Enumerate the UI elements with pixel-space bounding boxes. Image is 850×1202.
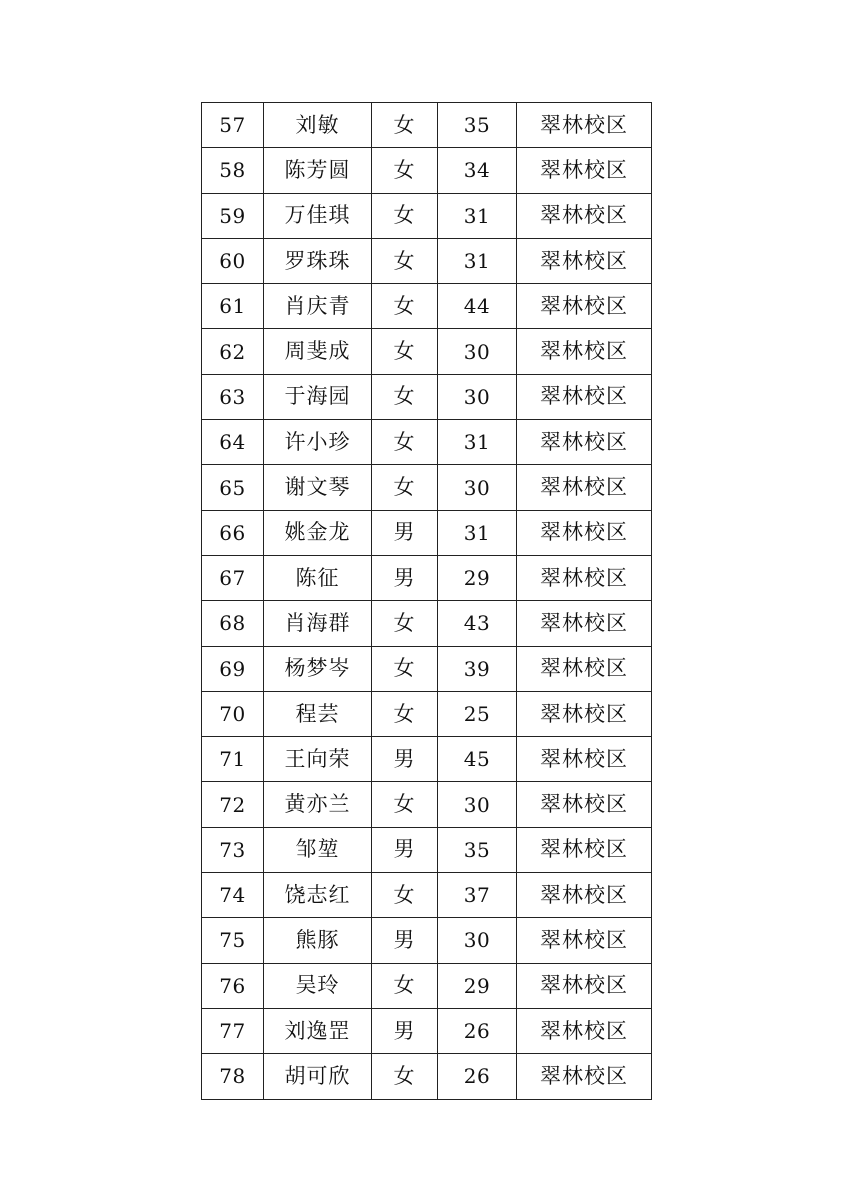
gender-cell: 女 (372, 103, 438, 148)
table-row (202, 103, 652, 148)
campus-cell: 翠林校区 (517, 691, 652, 736)
age-cell: 31 (438, 420, 517, 465)
campus-cell: 翠林校区 (517, 510, 652, 555)
gender-cell: 女 (372, 963, 438, 1008)
gender-cell: 女 (372, 374, 438, 419)
age-cell: 35 (438, 103, 517, 148)
gender-cell: 女 (372, 782, 438, 827)
gender-cell: 女 (372, 691, 438, 736)
gender-cell: 女 (372, 420, 438, 465)
gender-cell: 女 (372, 601, 438, 646)
age-cell: 26 (438, 1008, 517, 1053)
gender-cell: 女 (372, 1054, 438, 1099)
campus-cell: 翠林校区 (517, 873, 652, 918)
table-row (202, 1054, 652, 1099)
age-cell: 25 (438, 691, 517, 736)
name-cell: 谢文琴 (264, 465, 372, 510)
name-cell: 刘逸罡 (264, 1008, 372, 1053)
table-row (202, 329, 652, 374)
row-number-cell: 70 (202, 691, 264, 736)
campus-cell: 翠林校区 (517, 918, 652, 963)
name-cell: 程芸 (264, 691, 372, 736)
row-number-cell: 62 (202, 329, 264, 374)
campus-cell: 翠林校区 (517, 420, 652, 465)
table-row (202, 737, 652, 782)
table-row (202, 601, 652, 646)
name-cell: 杨梦岑 (264, 646, 372, 691)
row-number-cell: 78 (202, 1054, 264, 1099)
campus-cell: 翠林校区 (517, 555, 652, 600)
campus-cell: 翠林校区 (517, 238, 652, 283)
row-number-cell: 64 (202, 420, 264, 465)
gender-cell: 女 (372, 329, 438, 374)
age-cell: 31 (438, 193, 517, 238)
age-cell: 30 (438, 329, 517, 374)
row-number-cell: 68 (202, 601, 264, 646)
table-row (202, 963, 652, 1008)
name-cell: 肖海群 (264, 601, 372, 646)
age-cell: 31 (438, 238, 517, 283)
age-cell: 30 (438, 465, 517, 510)
campus-cell: 翠林校区 (517, 284, 652, 329)
table-row (202, 555, 652, 600)
gender-cell: 男 (372, 510, 438, 555)
table-row (202, 782, 652, 827)
name-cell: 周斐成 (264, 329, 372, 374)
campus-cell: 翠林校区 (517, 737, 652, 782)
row-number-cell: 61 (202, 284, 264, 329)
name-cell: 刘敏 (264, 103, 372, 148)
gender-cell: 女 (372, 465, 438, 510)
campus-cell: 翠林校区 (517, 827, 652, 872)
table-row (202, 1008, 652, 1053)
gender-cell: 女 (372, 284, 438, 329)
table-row (202, 420, 652, 465)
table-row (202, 510, 652, 555)
campus-cell: 翠林校区 (517, 963, 652, 1008)
row-number-cell: 76 (202, 963, 264, 1008)
age-cell: 45 (438, 737, 517, 782)
age-cell: 30 (438, 918, 517, 963)
gender-cell: 男 (372, 555, 438, 600)
row-number-cell: 71 (202, 737, 264, 782)
table-row (202, 465, 652, 510)
staff-roster-table (201, 102, 652, 1100)
name-cell: 陈芳圆 (264, 148, 372, 193)
table-row (202, 691, 652, 736)
gender-cell: 女 (372, 148, 438, 193)
name-cell: 于海园 (264, 374, 372, 419)
age-cell: 30 (438, 782, 517, 827)
gender-cell: 男 (372, 737, 438, 782)
table-row (202, 873, 652, 918)
campus-cell: 翠林校区 (517, 465, 652, 510)
row-number-cell: 59 (202, 193, 264, 238)
table-row (202, 646, 652, 691)
age-cell: 34 (438, 148, 517, 193)
name-cell: 王向荣 (264, 737, 372, 782)
name-cell: 黄亦兰 (264, 782, 372, 827)
age-cell: 44 (438, 284, 517, 329)
name-cell: 姚金龙 (264, 510, 372, 555)
name-cell: 许小珍 (264, 420, 372, 465)
age-cell: 35 (438, 827, 517, 872)
row-number-cell: 60 (202, 238, 264, 283)
name-cell: 肖庆青 (264, 284, 372, 329)
gender-cell: 男 (372, 1008, 438, 1053)
table-row (202, 238, 652, 283)
row-number-cell: 77 (202, 1008, 264, 1053)
age-cell: 26 (438, 1054, 517, 1099)
table-row (202, 284, 652, 329)
age-cell: 31 (438, 510, 517, 555)
row-number-cell: 58 (202, 148, 264, 193)
age-cell: 29 (438, 963, 517, 1008)
campus-cell: 翠林校区 (517, 329, 652, 374)
roster-table-body (202, 103, 652, 1100)
row-number-cell: 72 (202, 782, 264, 827)
name-cell: 陈征 (264, 555, 372, 600)
row-number-cell: 67 (202, 555, 264, 600)
name-cell: 邹堃 (264, 827, 372, 872)
row-number-cell: 74 (202, 873, 264, 918)
row-number-cell: 73 (202, 827, 264, 872)
campus-cell: 翠林校区 (517, 646, 652, 691)
row-number-cell: 75 (202, 918, 264, 963)
name-cell: 万佳琪 (264, 193, 372, 238)
row-number-cell: 57 (202, 103, 264, 148)
age-cell: 29 (438, 555, 517, 600)
gender-cell: 男 (372, 918, 438, 963)
campus-cell: 翠林校区 (517, 1008, 652, 1053)
age-cell: 43 (438, 601, 517, 646)
campus-cell: 翠林校区 (517, 601, 652, 646)
campus-cell: 翠林校区 (517, 148, 652, 193)
gender-cell: 女 (372, 238, 438, 283)
table-row (202, 374, 652, 419)
gender-cell: 女 (372, 873, 438, 918)
row-number-cell: 63 (202, 374, 264, 419)
table-row (202, 193, 652, 238)
table-row (202, 827, 652, 872)
campus-cell: 翠林校区 (517, 782, 652, 827)
row-number-cell: 66 (202, 510, 264, 555)
table-row (202, 918, 652, 963)
row-number-cell: 69 (202, 646, 264, 691)
gender-cell: 女 (372, 646, 438, 691)
name-cell: 饶志红 (264, 873, 372, 918)
age-cell: 37 (438, 873, 517, 918)
campus-cell: 翠林校区 (517, 374, 652, 419)
gender-cell: 女 (372, 193, 438, 238)
gender-cell: 男 (372, 827, 438, 872)
table-row (202, 148, 652, 193)
age-cell: 30 (438, 374, 517, 419)
name-cell: 熊豚 (264, 918, 372, 963)
row-number-cell: 65 (202, 465, 264, 510)
age-cell: 39 (438, 646, 517, 691)
campus-cell: 翠林校区 (517, 103, 652, 148)
campus-cell: 翠林校区 (517, 1054, 652, 1099)
name-cell: 吴玲 (264, 963, 372, 1008)
name-cell: 胡可欣 (264, 1054, 372, 1099)
campus-cell: 翠林校区 (517, 193, 652, 238)
name-cell: 罗珠珠 (264, 238, 372, 283)
